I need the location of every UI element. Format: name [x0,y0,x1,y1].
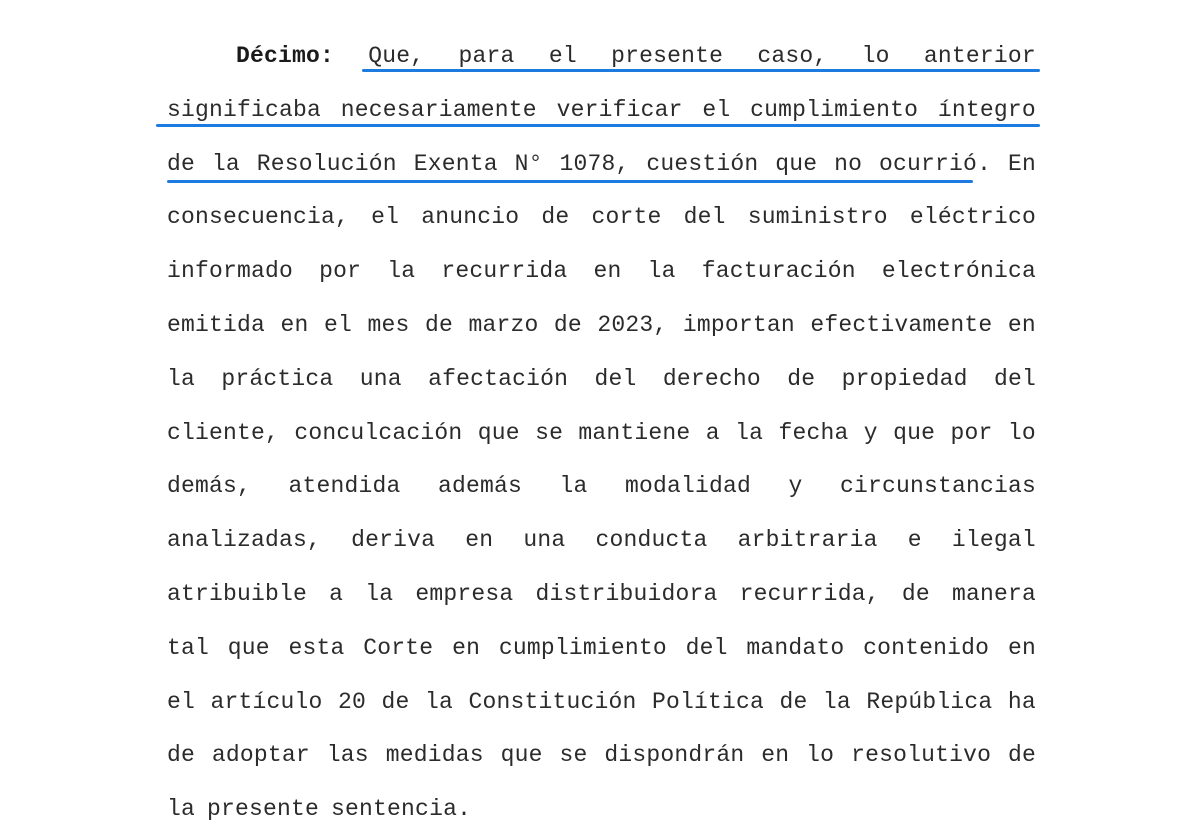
word: demás, [167,473,252,500]
word: derecho [662,365,761,392]
word: práctica [221,365,334,392]
word: emitida [167,312,266,338]
word: la [424,688,453,715]
word: el [548,43,577,69]
word: Resolución [256,150,397,177]
word: en [452,634,481,661]
word: por [319,258,362,285]
word: el [702,96,731,123]
word: de [901,581,930,607]
word: la [822,688,851,715]
word: la [365,581,394,607]
word: tal [167,634,210,661]
word: del [993,365,1036,392]
word: electrónica [881,258,1036,285]
word: lo [861,43,890,69]
word: Constitución [468,688,637,715]
word: sentencia. [331,796,472,823]
word: contenido [863,634,990,661]
word: y [788,473,803,500]
word: ocurrió. [879,150,992,177]
word: que [893,419,936,446]
word: significaba [167,96,322,123]
text-line [167,520,1036,560]
word: conculcación [294,419,463,446]
word: consecuencia, [167,204,350,231]
word: medidas [385,742,484,769]
word: una [523,527,566,554]
word: en [593,258,622,285]
text-line [167,628,1036,668]
word: de [1007,742,1036,769]
word: se [535,419,564,446]
word: 20 [337,688,366,715]
word: cuestión [646,150,759,177]
word: la [387,258,416,285]
word: que [227,634,270,661]
word: en [465,527,494,554]
word: ilegal [951,527,1036,554]
word: del [685,634,728,661]
word: la [559,473,588,500]
word: en [761,742,790,769]
word: recurrida [441,258,568,285]
word: artículo [210,688,323,715]
word: mes [367,312,410,338]
word: propiedad [841,365,968,392]
word: atribuible [167,581,308,607]
word: en [1007,634,1036,661]
word: las [326,742,369,769]
highlight-underline-3 [167,180,973,183]
highlight-underline-1 [362,69,1040,72]
text-line [167,144,1036,184]
word: lo [1007,419,1036,446]
word: que [775,150,818,177]
text-line [167,789,1036,829]
word: anuncio [421,204,520,231]
word: que [477,419,520,446]
word: de [553,312,582,338]
word: de [424,312,453,338]
word: necesariamente [340,96,537,123]
word: además [437,473,522,500]
text-line [167,305,1036,345]
word: Que, [368,43,425,69]
word: la [167,796,196,823]
word: manera [951,581,1036,607]
word: mantiene [578,419,691,446]
word: del [683,204,726,231]
word: distribuidora [535,581,718,607]
word: anterior [923,43,1036,69]
word: a [705,419,720,446]
word: 1078, [559,150,630,177]
word: corte [591,204,662,231]
word: República [866,688,993,715]
highlight-underline-2 [156,124,1040,127]
word: efectivamente [810,312,993,338]
word: lo [806,742,835,769]
word: marzo [468,312,539,338]
word: Exenta [413,150,498,177]
word: la [735,419,764,446]
word: mandato [746,634,845,661]
word: por [950,419,993,446]
word: se [559,742,588,769]
section-heading: Décimo: [236,43,335,69]
text-line [167,735,1036,775]
word: Corte [363,634,434,661]
text-line [167,413,1036,453]
word: dispondrán [604,742,745,769]
word: eléctrico [909,204,1036,231]
word: presente [207,796,320,823]
word: de [381,688,410,715]
word: caso, [757,43,828,69]
word: En [1007,150,1036,177]
word: suministro [747,204,888,231]
word: presente [611,43,724,69]
word: 2023, [597,312,668,338]
word: modalidad [624,473,751,500]
word: cumplimiento [498,634,667,661]
word: a [329,581,344,607]
word: el [323,312,352,338]
word: de [779,688,808,715]
word: ha [1007,688,1036,715]
word: en [280,312,309,338]
word: que [500,742,543,769]
word: la [647,258,676,285]
word: no [834,150,863,177]
word: una [359,365,402,392]
word: esta [288,634,345,661]
word: N° [514,150,543,177]
word: adoptar [211,742,310,769]
text-line [167,682,1036,722]
word: arbitraria [737,527,878,554]
word: de [167,742,196,769]
word: atendida [288,473,401,500]
word: afectación [428,365,569,392]
word: el [371,204,400,231]
text-line [167,197,1036,237]
word: fecha [778,419,849,446]
word: resolutivo [851,742,992,769]
word: circunstancias [839,473,1036,500]
word: de [541,204,570,231]
word: el [167,688,196,715]
word: íntegro [937,96,1036,123]
word: conducta [595,527,708,554]
word: Política [651,688,764,715]
word: para [458,43,515,69]
word: importan [682,312,795,338]
word: en [1007,312,1036,338]
word: empresa [415,581,514,607]
text-line [167,466,1036,506]
word: del [594,365,637,392]
text-line [167,574,1036,614]
word: de [167,150,196,177]
word: verificar [556,96,683,123]
word: e [907,527,922,554]
word: la [211,150,240,177]
word: la [167,365,196,392]
text-line [167,359,1036,399]
word: cumplimiento [750,96,919,123]
word: de [787,365,816,392]
word: informado [167,258,294,285]
word: deriva [351,527,436,554]
word: facturación [701,258,856,285]
word: y [863,419,878,446]
word: recurrida, [739,581,880,607]
text-line [167,251,1036,291]
word: cliente, [167,419,280,446]
word: analizadas, [167,527,322,554]
